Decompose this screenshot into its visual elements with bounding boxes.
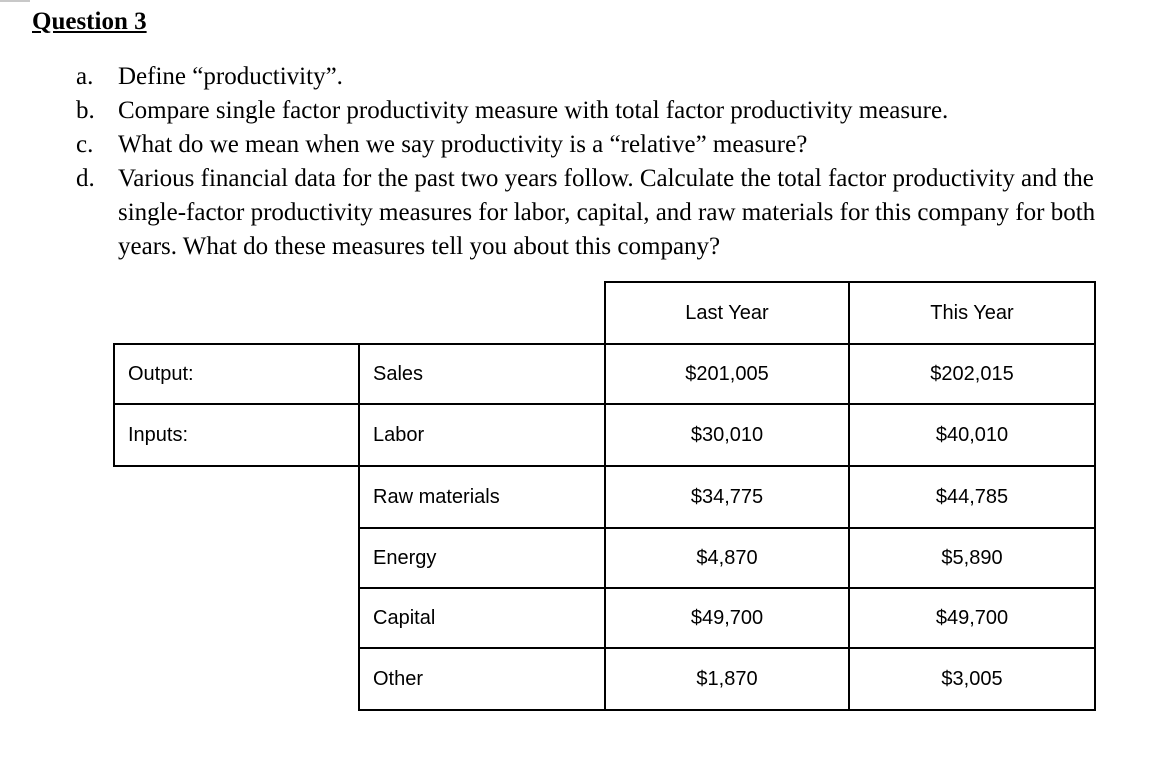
question-text: Compare single factor productivity measure with total factor productivity measure. — [118, 97, 949, 124]
row-energy-last-year: $4,870 — [696, 546, 758, 569]
row-sales-this-year: $202,015 — [930, 362, 1014, 385]
row-sales-last-year: $201,005 — [685, 362, 769, 385]
question-heading: Question 3 — [32, 8, 147, 35]
grid-line — [113, 343, 115, 467]
grid-line — [1094, 281, 1096, 711]
grid-line — [848, 281, 850, 711]
question-text: Various financial data for the past two years follow. Calculate the total factor productivity and the single-factor productivity measures for labor, capital, and raw materials for this company for both years. What do these measures tell you about this company? — [118, 165, 1096, 260]
grid-line — [358, 343, 360, 711]
question-marker: a. — [76, 63, 94, 90]
row-item-capital: Capital — [373, 606, 436, 629]
grid-line — [604, 281, 606, 711]
output-label: Output: — [128, 362, 194, 385]
row-capital-this-year: $49,700 — [935, 606, 1009, 629]
inputs-label: Inputs: — [128, 423, 189, 446]
header-last-year: Last Year — [685, 301, 769, 324]
row-raw-materials-last-year: $34,775 — [690, 485, 764, 508]
row-item-sales: Sales — [373, 362, 424, 385]
row-capital-last-year: $49,700 — [690, 606, 764, 629]
grid-line — [604, 281, 1096, 283]
grid-line — [358, 527, 1096, 529]
row-labor-last-year: $30,010 — [690, 423, 764, 446]
row-item-energy: Energy — [373, 546, 437, 569]
question-text: What do we mean when we say productivity is a “relative” measure? — [118, 131, 808, 158]
question-marker: c. — [76, 131, 94, 158]
question-marker: d. — [76, 165, 95, 192]
row-item-other: Other — [373, 667, 424, 690]
row-raw-materials-this-year: $44,785 — [935, 485, 1009, 508]
question-marker: b. — [76, 97, 95, 124]
header-this-year: This Year — [930, 301, 1014, 324]
row-other-last-year: $1,870 — [696, 667, 758, 690]
row-item-labor: Labor — [373, 423, 425, 446]
grid-line — [358, 647, 1096, 649]
row-item-raw-materials: Raw materials — [373, 485, 500, 508]
row-labor-this-year: $40,010 — [935, 423, 1009, 446]
row-energy-this-year: $5,890 — [941, 546, 1003, 569]
grid-line — [358, 587, 1096, 589]
question-text: Define “productivity”. — [118, 63, 343, 90]
row-other-this-year: $3,005 — [941, 667, 1003, 690]
grid-line — [358, 709, 1096, 711]
